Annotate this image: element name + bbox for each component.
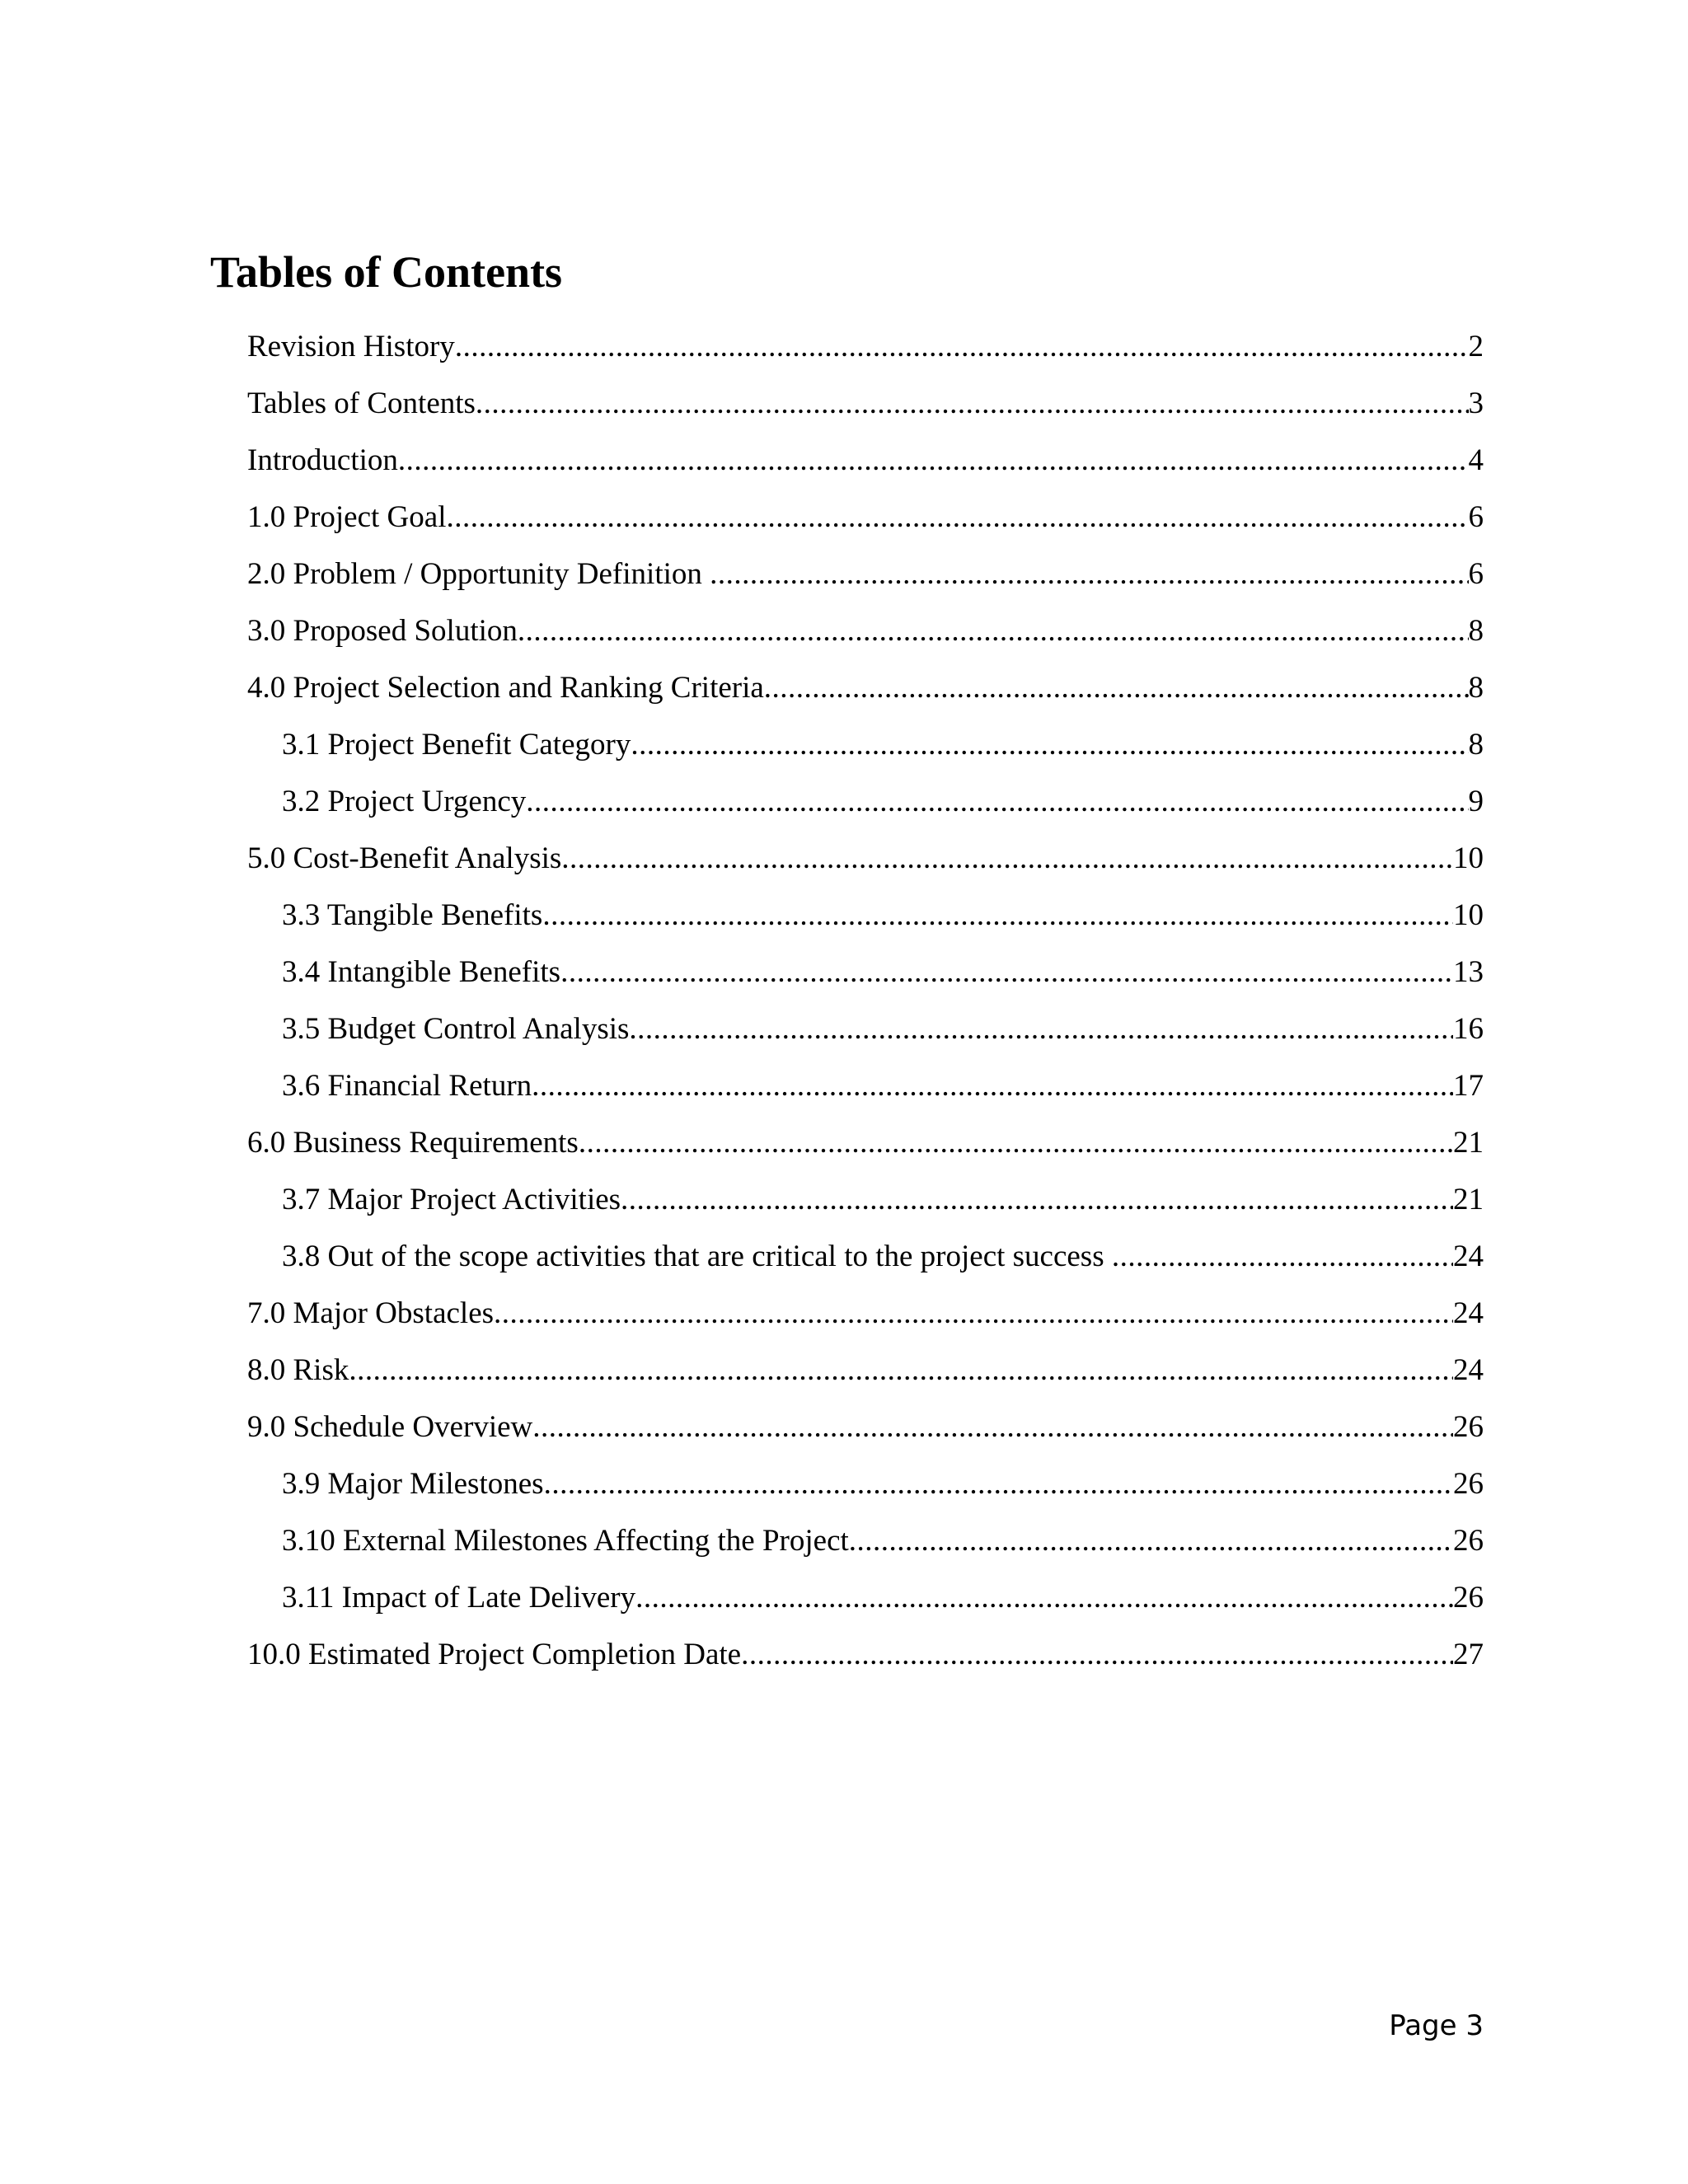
toc-dot-leader <box>579 1122 1453 1164</box>
toc-dot-leader <box>494 1293 1453 1334</box>
toc-entry-label: Revision History <box>247 330 455 363</box>
toc-entry-page: 17 <box>1453 1069 1484 1103</box>
toc-entry-page: 2 <box>1468 330 1484 363</box>
toc-entry[interactable] <box>247 668 1484 724</box>
toc-entry-label: 3.11 Impact of Late Delivery <box>282 1581 636 1615</box>
toc-entry-label: 7.0 Major Obstacles <box>247 1296 495 1330</box>
toc-dot-leader <box>398 440 1469 481</box>
toc-entry-label: 3.8 Out of the scope activities that are critical to the project success <box>282 1240 1112 1273</box>
toc-entry-label: 3.7 Major Project Activities <box>282 1183 621 1216</box>
toc-entry-page: 21 <box>1453 1126 1484 1160</box>
toc-dot-leader <box>532 1407 1453 1448</box>
toc-list <box>247 326 1484 1691</box>
toc-entry-page: 4 <box>1468 443 1484 477</box>
toc-entry[interactable] <box>247 497 1484 554</box>
toc-entry-label: 3.2 Project Urgency <box>282 785 527 818</box>
toc-dot-leader <box>349 1350 1453 1391</box>
toc-entry-label: 3.0 Proposed Solution <box>247 614 518 648</box>
toc-entry-label: 3.4 Intangible Benefits <box>282 955 561 989</box>
toc-entry[interactable] <box>247 1634 1484 1691</box>
toc-dot-leader <box>518 611 1469 652</box>
toc-entry-page: 24 <box>1453 1353 1484 1387</box>
toc-entry-page: 10 <box>1453 898 1484 932</box>
toc-dot-leader <box>544 1464 1453 1505</box>
toc-entry-label: Introduction <box>247 443 398 477</box>
toc-entry-page: 3 <box>1468 387 1484 420</box>
toc-dot-leader <box>455 326 1469 368</box>
toc-entry-label: 3.9 Major Milestones <box>282 1467 544 1501</box>
page-title: Tables of Contents <box>210 247 563 297</box>
toc-entry[interactable] <box>247 440 1484 497</box>
page-number: Page 3 <box>1389 2009 1484 2042</box>
toc-dot-leader <box>631 724 1468 766</box>
toc-entry[interactable] <box>247 838 1484 895</box>
toc-subentry[interactable] <box>247 1577 1484 1634</box>
toc-dot-leader <box>849 1521 1453 1562</box>
toc-entry-page: 13 <box>1453 955 1484 989</box>
toc-dot-leader <box>764 668 1469 709</box>
toc-dot-leader <box>561 838 1453 879</box>
toc-entry-page: 6 <box>1468 500 1484 534</box>
toc-entry-label: 9.0 Schedule Overview <box>247 1410 533 1444</box>
toc-entry[interactable] <box>247 383 1484 440</box>
toc-entry-label: Tables of Contents <box>247 387 476 420</box>
toc-entry-page: 10 <box>1453 841 1484 875</box>
toc-dot-leader <box>446 497 1468 538</box>
toc-entry[interactable] <box>247 611 1484 668</box>
toc-entry-page: 24 <box>1453 1240 1484 1273</box>
toc-entry[interactable] <box>247 326 1484 383</box>
toc-entry-label: 10.0 Estimated Project Completion Date <box>247 1638 742 1671</box>
toc-dot-leader <box>629 1009 1453 1050</box>
toc-dot-leader <box>476 383 1469 424</box>
toc-entry-label: 3.6 Financial Return <box>282 1069 532 1103</box>
toc-dot-leader <box>621 1179 1453 1221</box>
toc-entry-page: 27 <box>1453 1638 1484 1671</box>
toc-entry[interactable] <box>247 1350 1484 1407</box>
toc-entry[interactable] <box>247 1122 1484 1179</box>
toc-entry-page: 24 <box>1453 1296 1484 1330</box>
toc-entry-page: 9 <box>1468 785 1484 818</box>
toc-entry-label: 3.10 External Milestones Affecting the Project <box>282 1524 849 1558</box>
toc-dot-leader <box>532 1066 1453 1107</box>
toc-subentry[interactable] <box>247 781 1484 838</box>
toc-entry-page: 16 <box>1453 1012 1484 1046</box>
toc-dot-leader <box>741 1634 1453 1675</box>
toc-entry-label: 4.0 Project Selection and Ranking Criteria <box>247 671 764 705</box>
toc-entry-label: 6.0 Business Requirements <box>247 1126 579 1160</box>
toc-subentry[interactable] <box>247 724 1484 781</box>
toc-entry-label: 2.0 Problem / Opportunity Definition <box>247 557 710 591</box>
toc-dot-leader <box>526 781 1468 823</box>
toc-entry-page: 26 <box>1453 1524 1484 1558</box>
toc-subentry[interactable] <box>247 1179 1484 1236</box>
toc-entry-page: 8 <box>1468 728 1484 762</box>
toc-subentry[interactable] <box>247 1009 1484 1066</box>
toc-entry-page: 8 <box>1468 614 1484 648</box>
toc-entry[interactable] <box>247 554 1484 611</box>
toc-entry-page: 6 <box>1468 557 1484 591</box>
toc-dot-leader <box>635 1577 1453 1619</box>
toc-entry-label: 5.0 Cost-Benefit Analysis <box>247 841 562 875</box>
toc-entry-page: 26 <box>1453 1467 1484 1501</box>
toc-entry-page: 26 <box>1453 1581 1484 1615</box>
toc-entry[interactable] <box>247 1293 1484 1350</box>
toc-dot-leader <box>542 895 1453 936</box>
toc-subentry[interactable] <box>247 1521 1484 1577</box>
toc-entry-page: 26 <box>1453 1410 1484 1444</box>
toc-dot-leader <box>1112 1236 1453 1277</box>
toc-dot-leader <box>710 554 1468 595</box>
toc-entry-label: 3.5 Budget Control Analysis <box>282 1012 630 1046</box>
toc-subentry[interactable] <box>247 895 1484 952</box>
toc-entry-page: 8 <box>1468 671 1484 705</box>
toc-subentry[interactable] <box>247 1464 1484 1521</box>
toc-subentry[interactable] <box>247 1066 1484 1122</box>
toc-entry-label: 3.1 Project Benefit Category <box>282 728 631 762</box>
toc-entry[interactable] <box>247 1407 1484 1464</box>
toc-entry-label: 8.0 Risk <box>247 1353 349 1387</box>
toc-dot-leader <box>560 952 1453 993</box>
toc-subentry[interactable] <box>247 1236 1484 1293</box>
toc-subentry[interactable] <box>247 952 1484 1009</box>
toc-entry-label: 3.3 Tangible Benefits <box>282 898 543 932</box>
toc-entry-page: 21 <box>1453 1183 1484 1216</box>
toc-entry-label: 1.0 Project Goal <box>247 500 447 534</box>
